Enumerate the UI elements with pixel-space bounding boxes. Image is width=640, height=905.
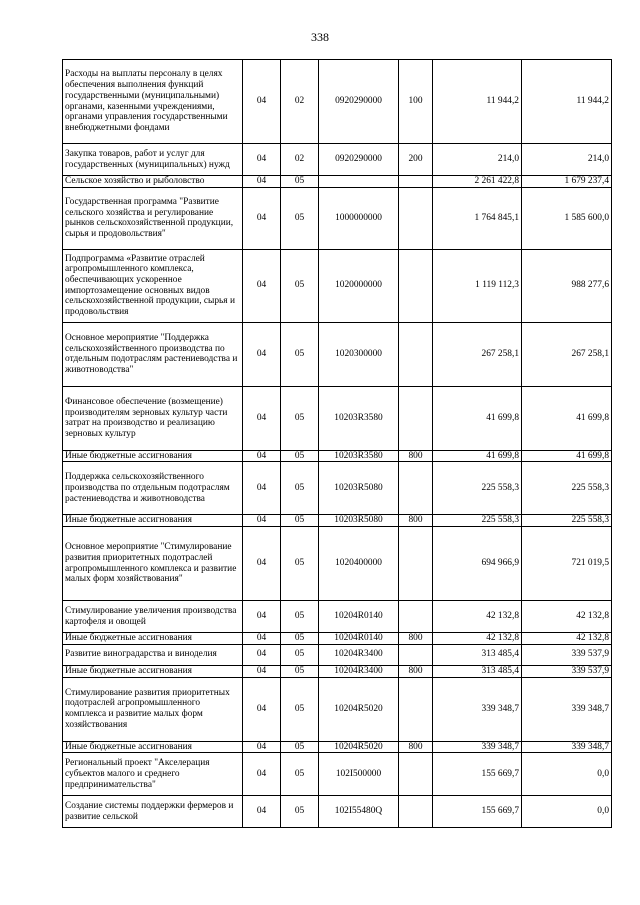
table-row	[63, 176, 612, 188]
cell-rz: 04	[243, 741, 281, 753]
cell-name: Основное мероприятие "Стимулирование развития приоритетных подотраслей агропромышленного комплекса и развитие малых форм хозяйствования"	[63, 527, 243, 601]
cell-sum2: 225 558,3	[522, 515, 612, 527]
table-row	[63, 677, 612, 741]
cell-csr	[319, 176, 399, 188]
cell-sum2: 11 944,2	[522, 60, 612, 144]
cell-name: Иные бюджетные ассигнования	[63, 515, 243, 527]
cell-rz: 04	[243, 450, 281, 462]
cell-pr: 05	[281, 644, 319, 665]
cell-pr: 05	[281, 187, 319, 249]
cell-sum2: 0,0	[522, 753, 612, 796]
cell-sum1: 313 485,4	[433, 644, 522, 665]
cell-pr: 05	[281, 796, 319, 828]
cell-pr: 05	[281, 176, 319, 188]
cell-name: Региональный проект "Акселерация субъектов малого и среднего предпринимательства"	[63, 753, 243, 796]
cell-vr: 800	[399, 633, 433, 645]
cell-sum2: 41 699,8	[522, 386, 612, 450]
cell-rz: 04	[243, 633, 281, 645]
cell-sum1: 2 261 422,8	[433, 176, 522, 188]
cell-rz: 04	[243, 176, 281, 188]
cell-pr: 05	[281, 322, 319, 386]
cell-sum1: 339 348,7	[433, 677, 522, 741]
cell-csr: 10203R3580	[319, 450, 399, 462]
cell-rz: 04	[243, 644, 281, 665]
cell-name: Основное мероприятие "Поддержка сельскохозяйственного производства по отдельным подотраслям растениеводства и животноводства"	[63, 322, 243, 386]
table-row	[63, 527, 612, 601]
cell-name: Поддержка сельскохозяйственного производства по отдельным подотраслям растениеводства и животноводства	[63, 462, 243, 515]
cell-name: Иные бюджетные ассигнования	[63, 450, 243, 462]
cell-csr: 10204R0140	[319, 633, 399, 645]
cell-pr: 05	[281, 249, 319, 322]
table-row	[63, 462, 612, 515]
cell-vr	[399, 644, 433, 665]
cell-pr: 05	[281, 601, 319, 633]
cell-pr: 02	[281, 144, 319, 176]
cell-sum1: 41 699,8	[433, 386, 522, 450]
cell-pr: 05	[281, 386, 319, 450]
cell-rz: 04	[243, 601, 281, 633]
cell-csr: 102I500000	[319, 753, 399, 796]
cell-csr: 10204R3400	[319, 665, 399, 677]
table-row	[63, 187, 612, 249]
cell-sum2: 1 679 237,4	[522, 176, 612, 188]
cell-rz: 04	[243, 144, 281, 176]
cell-vr: 800	[399, 741, 433, 753]
cell-sum1: 41 699,8	[433, 450, 522, 462]
cell-name: Государственная программа "Развитие сельского хозяйства и регулирование рынков сельскохозяйственной продукции, сырья и продовольствия"	[63, 187, 243, 249]
budget-table	[62, 59, 612, 828]
cell-vr: 800	[399, 515, 433, 527]
cell-vr: 800	[399, 450, 433, 462]
table-row	[63, 60, 612, 144]
cell-sum1: 694 966,9	[433, 527, 522, 601]
table-row	[63, 601, 612, 633]
cell-vr	[399, 462, 433, 515]
cell-name: Расходы на выплаты персоналу в целях обеспечения выполнения функций государственными (муниципальными) органами, казенными учреждениями, органами управления государственными внебюджетными фондами	[63, 60, 243, 144]
cell-vr	[399, 527, 433, 601]
cell-rz: 04	[243, 60, 281, 144]
cell-vr	[399, 601, 433, 633]
cell-csr: 10204R3400	[319, 644, 399, 665]
cell-sum2: 721 019,5	[522, 527, 612, 601]
cell-csr: 1000000000	[319, 187, 399, 249]
cell-vr	[399, 322, 433, 386]
cell-sum1: 267 258,1	[433, 322, 522, 386]
cell-csr: 10203R5080	[319, 462, 399, 515]
cell-vr	[399, 796, 433, 828]
cell-rz: 04	[243, 753, 281, 796]
cell-name: Подпрограмма «Развитие отраслей агропромышленного комплекса, обеспечивающих ускоренное импортозамещение основных видов сельскохозяйственной продукции, сырья и продовольствия	[63, 249, 243, 322]
cell-csr: 10204R0140	[319, 601, 399, 633]
cell-rz: 04	[243, 796, 281, 828]
cell-name: Иные бюджетные ассигнования	[63, 633, 243, 645]
cell-vr	[399, 677, 433, 741]
cell-name: Финансовое обеспечение (возмещение) производителям зерновых культур части затрат на производство и реализацию зерновых культур	[63, 386, 243, 450]
cell-name: Развитие виноградарства и виноделия	[63, 644, 243, 665]
cell-pr: 05	[281, 741, 319, 753]
cell-csr: 0920290000	[319, 144, 399, 176]
page-number: 338	[311, 30, 329, 44]
cell-name: Создание системы поддержки фермеров и развитие сельской	[63, 796, 243, 828]
cell-vr	[399, 753, 433, 796]
cell-name: Стимулирование развития приоритетных подотраслей агропромышленного комплекса и развитие малых форм хозяйствования	[63, 677, 243, 741]
cell-sum1: 155 669,7	[433, 753, 522, 796]
cell-sum1: 225 558,3	[433, 515, 522, 527]
cell-rz: 04	[243, 386, 281, 450]
cell-rz: 04	[243, 515, 281, 527]
cell-csr: 0920290000	[319, 60, 399, 144]
cell-csr: 1020400000	[319, 527, 399, 601]
cell-sum1: 1 119 112,3	[433, 249, 522, 322]
cell-rz: 04	[243, 187, 281, 249]
cell-sum1: 155 669,7	[433, 796, 522, 828]
cell-rz: 04	[243, 462, 281, 515]
cell-sum2: 1 585 600,0	[522, 187, 612, 249]
cell-vr: 800	[399, 665, 433, 677]
table-row	[63, 644, 612, 665]
cell-sum2: 42 132,8	[522, 633, 612, 645]
cell-sum1: 214,0	[433, 144, 522, 176]
cell-pr: 05	[281, 665, 319, 677]
cell-pr: 02	[281, 60, 319, 144]
table-row	[63, 450, 612, 462]
cell-rz: 04	[243, 665, 281, 677]
table-row	[63, 665, 612, 677]
cell-name: Закупка товаров, работ и услуг для государственных (муниципальных) нужд	[63, 144, 243, 176]
cell-csr: 10204R5020	[319, 741, 399, 753]
table-row	[63, 741, 612, 753]
cell-vr: 100	[399, 60, 433, 144]
cell-sum1: 339 348,7	[433, 741, 522, 753]
cell-sum2: 214,0	[522, 144, 612, 176]
cell-sum2: 339 348,7	[522, 741, 612, 753]
cell-csr: 10203R3580	[319, 386, 399, 450]
cell-sum2: 339 348,7	[522, 677, 612, 741]
cell-csr: 10203R5080	[319, 515, 399, 527]
cell-pr: 05	[281, 515, 319, 527]
cell-sum1: 42 132,8	[433, 633, 522, 645]
cell-sum2: 0,0	[522, 796, 612, 828]
cell-name: Стимулирование увеличения производства картофеля и овощей	[63, 601, 243, 633]
table-row	[63, 386, 612, 450]
cell-sum1: 11 944,2	[433, 60, 522, 144]
table-row	[63, 633, 612, 645]
cell-pr: 05	[281, 527, 319, 601]
cell-rz: 04	[243, 677, 281, 741]
table-row	[63, 753, 612, 796]
cell-vr	[399, 386, 433, 450]
table-row	[63, 144, 612, 176]
cell-sum1: 42 132,8	[433, 601, 522, 633]
cell-pr: 05	[281, 753, 319, 796]
table-row	[63, 249, 612, 322]
cell-name: Иные бюджетные ассигнования	[63, 741, 243, 753]
table-row	[63, 515, 612, 527]
cell-vr	[399, 187, 433, 249]
cell-sum2: 42 132,8	[522, 601, 612, 633]
cell-vr	[399, 249, 433, 322]
cell-rz: 04	[243, 527, 281, 601]
cell-vr	[399, 176, 433, 188]
cell-csr: 1020000000	[319, 249, 399, 322]
cell-name: Сельское хозяйство и рыболовство	[63, 176, 243, 188]
cell-pr: 05	[281, 462, 319, 515]
cell-pr: 05	[281, 450, 319, 462]
cell-sum1: 225 558,3	[433, 462, 522, 515]
cell-sum1: 313 485,4	[433, 665, 522, 677]
cell-sum2: 339 537,9	[522, 665, 612, 677]
cell-pr: 05	[281, 677, 319, 741]
cell-sum2: 267 258,1	[522, 322, 612, 386]
cell-sum1: 1 764 845,1	[433, 187, 522, 249]
table-row	[63, 796, 612, 828]
cell-pr: 05	[281, 633, 319, 645]
cell-sum2: 339 537,9	[522, 644, 612, 665]
cell-sum2: 225 558,3	[522, 462, 612, 515]
cell-csr: 10204R5020	[319, 677, 399, 741]
cell-name: Иные бюджетные ассигнования	[63, 665, 243, 677]
cell-sum2: 988 277,6	[522, 249, 612, 322]
cell-vr: 200	[399, 144, 433, 176]
table-row	[63, 322, 612, 386]
cell-csr: 102I55480Q	[319, 796, 399, 828]
cell-sum2: 41 699,8	[522, 450, 612, 462]
cell-rz: 04	[243, 322, 281, 386]
cell-rz: 04	[243, 249, 281, 322]
cell-csr: 1020300000	[319, 322, 399, 386]
